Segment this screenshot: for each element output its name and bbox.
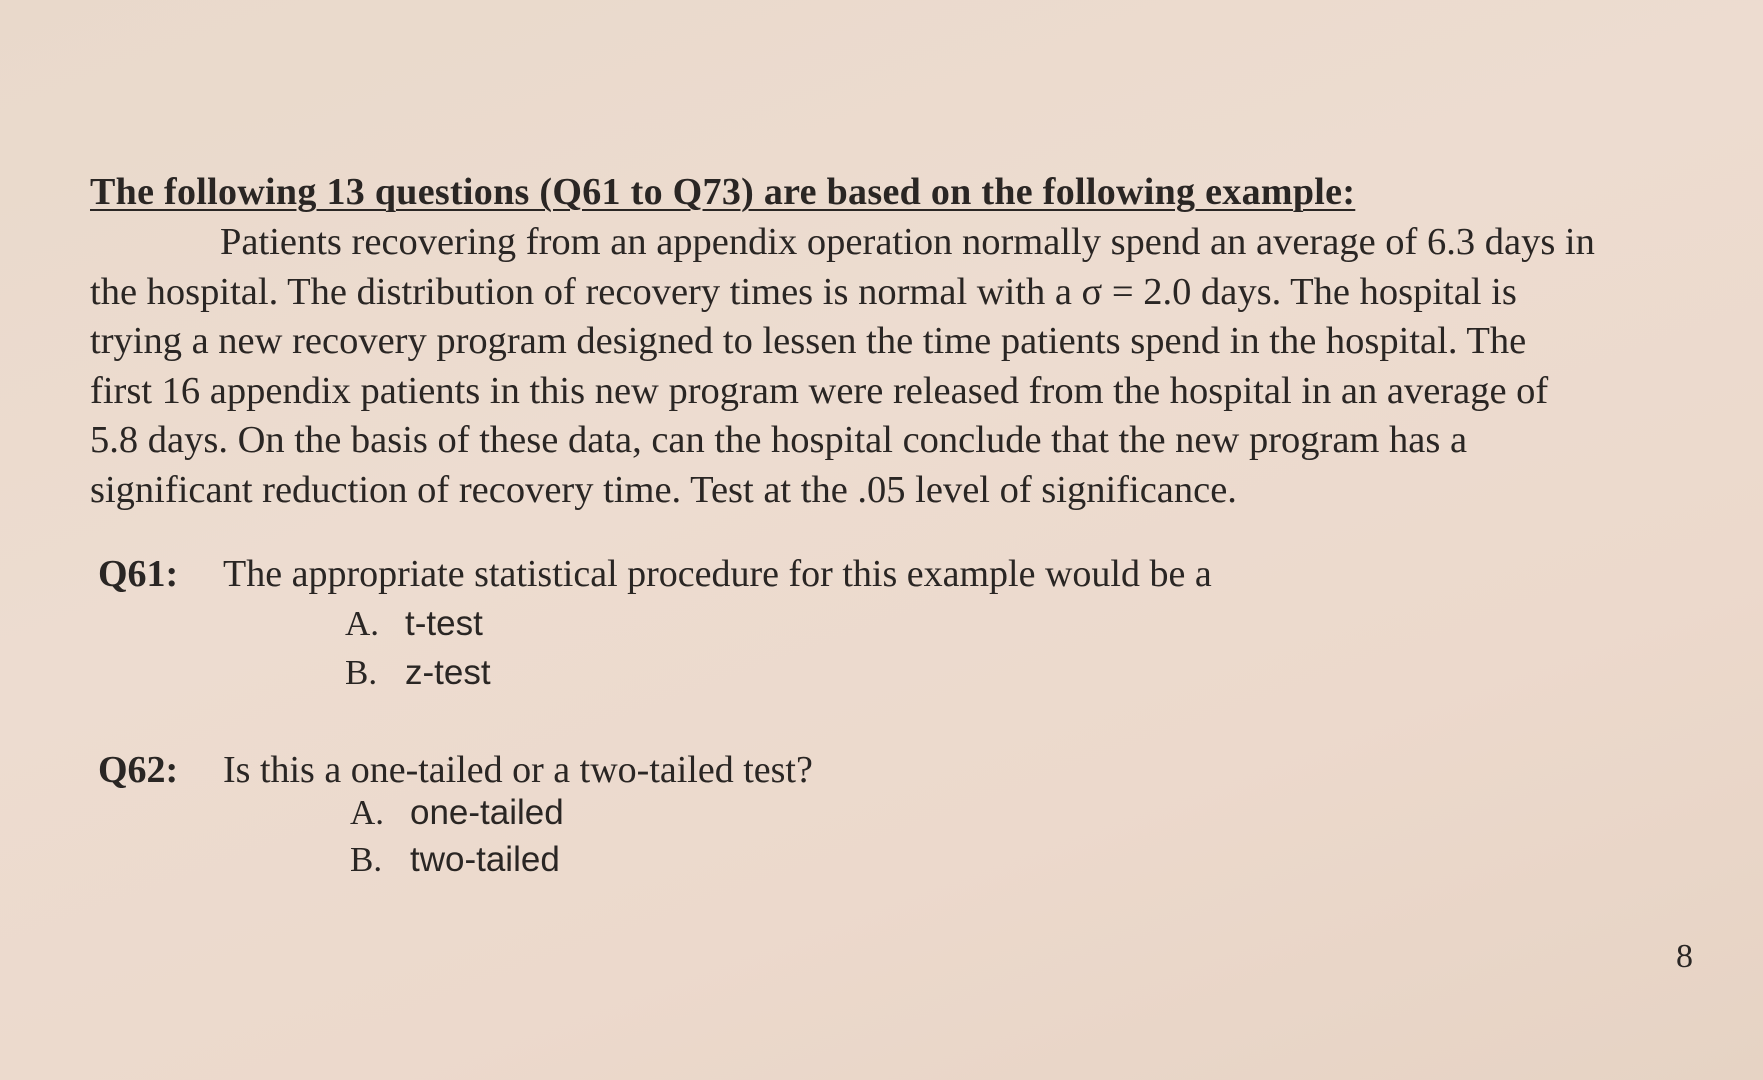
question-q61 [98, 552, 1212, 596]
q62-option-b [350, 840, 560, 880]
question-q62 [98, 748, 813, 792]
option-text: one-tailed [410, 793, 564, 832]
option-letter: A. [350, 793, 385, 832]
question-text: The appropriate statistical procedure for this example would be a [223, 553, 1212, 595]
passage-line: 5.8 days. On the basis of these data, can the hospital conclude that the new program has a [90, 419, 1468, 461]
example-passage [90, 218, 1690, 515]
option-letter: B. [350, 840, 383, 879]
question-text: Is this a one-tailed or a two-tailed test? [223, 749, 813, 791]
option-letter: B. [345, 653, 378, 692]
q61-option-a [345, 604, 483, 644]
passage-line: the hospital. The distribution of recovery times is normal with a σ = 2.0 days. The hospital is [90, 270, 1517, 313]
q62-option-a [350, 793, 564, 833]
passage-line: Patients recovering from an appendix operation normally spend an average of 6.3 days in [220, 221, 1595, 263]
option-text: z-test [405, 653, 491, 692]
passage-line: significant reduction of recovery time. Test at the .05 level of significance. [90, 468, 1237, 511]
q61-option-b [345, 653, 491, 693]
passage-line: first 16 appendix patients in this new program were released from the hospital in an average of [90, 369, 1549, 412]
question-number: Q62: [98, 749, 179, 791]
page-number: 8 [1676, 938, 1693, 975]
section-heading: The following 13 questions (Q61 to Q73) are based on the following example: [90, 171, 1356, 213]
passage-line: trying a new recovery program designed to lessen the time patients spend in the hospital. The [90, 320, 1527, 362]
option-letter: A. [345, 604, 380, 643]
option-text: t-test [405, 604, 483, 643]
question-number: Q61: [98, 553, 179, 595]
option-text: two-tailed [410, 840, 560, 879]
